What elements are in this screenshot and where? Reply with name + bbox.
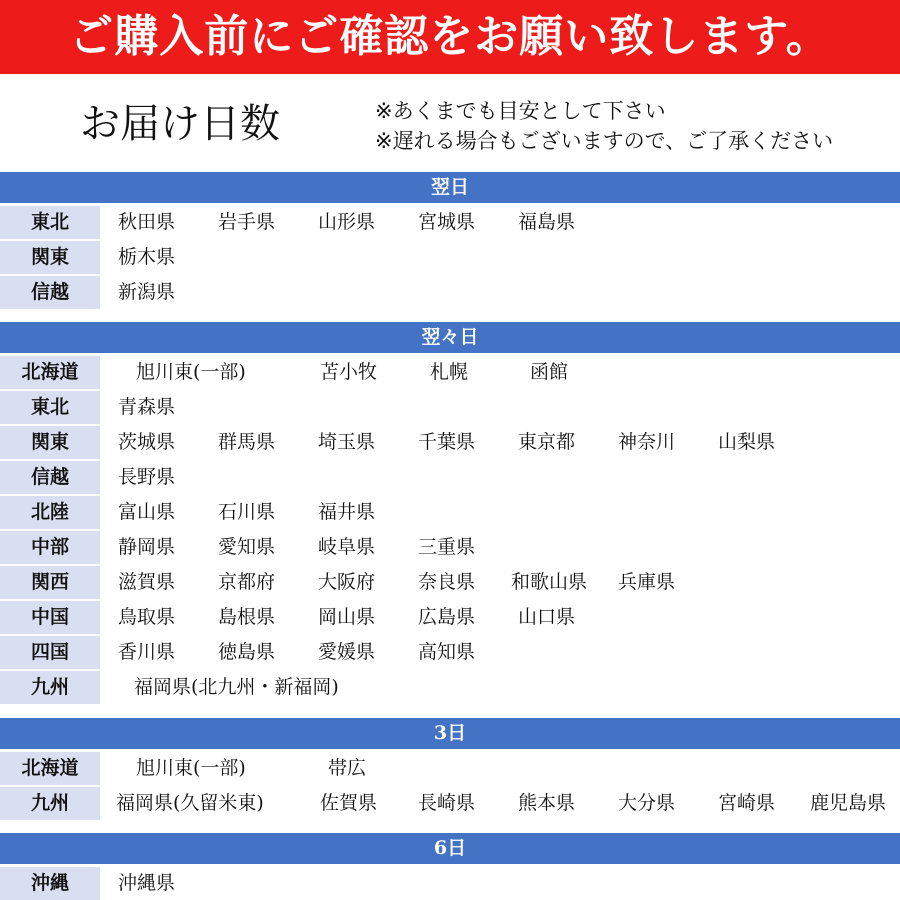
table-row	[0, 787, 900, 820]
region-label: 北海道	[0, 356, 100, 389]
prefecture-cell: 群馬県	[218, 431, 276, 453]
prefecture-cell: 大分県	[618, 792, 676, 814]
prefecture-cell: 兵庫県	[618, 571, 676, 593]
prefecture-cell: 奈良県	[418, 571, 476, 593]
prefecture-cell: 茨城県	[118, 431, 176, 453]
prefecture-cell: 宮崎県	[718, 792, 776, 814]
prefecture-cell: 長崎県	[418, 792, 476, 814]
delivery-band-header: 翌日	[0, 172, 900, 203]
region-label: 中国	[0, 601, 100, 634]
prefecture-cell: 佐賀県	[320, 792, 378, 814]
region-label: 信越	[0, 461, 100, 494]
prefecture-cell: 宮城県	[418, 211, 476, 233]
table-row	[0, 867, 900, 900]
prefecture-cell: 旭川東(一部)	[136, 757, 246, 779]
prefecture-cell: 鹿児島県	[810, 792, 887, 814]
prefecture-cell: 長野県	[118, 466, 176, 488]
table-row	[0, 636, 900, 669]
region-label: 関東	[0, 426, 100, 459]
table-row	[0, 752, 900, 785]
notice-banner: ご購入前にご確認をお願い致します。	[0, 0, 900, 74]
prefecture-cell: 大阪府	[318, 571, 376, 593]
prefecture-cell: 岡山県	[318, 606, 376, 628]
prefecture-cell: 徳島県	[218, 641, 276, 663]
region-label: 北陸	[0, 496, 100, 529]
table-row	[0, 461, 900, 494]
prefecture-cell: 福井県	[318, 501, 376, 523]
prefecture-cell: 香川県	[118, 641, 176, 663]
region-label: 信越	[0, 276, 100, 309]
prefecture-cell: 熊本県	[518, 792, 576, 814]
region-label: 関東	[0, 241, 100, 274]
prefecture-cell: 山口県	[518, 606, 576, 628]
prefecture-cell: 新潟県	[118, 281, 176, 303]
table-row	[0, 241, 900, 274]
prefecture-cell: 愛知県	[218, 536, 276, 558]
table-row	[0, 601, 900, 634]
region-label: 四国	[0, 636, 100, 669]
table-row	[0, 276, 900, 309]
delivery-band-header: 6日	[0, 833, 900, 864]
prefecture-cell: 愛媛県	[318, 641, 376, 663]
prefecture-cell: 山形県	[318, 211, 376, 233]
table-row	[0, 426, 900, 459]
prefecture-cell: 千葉県	[418, 431, 476, 453]
prefecture-cell: 旭川東(一部)	[136, 361, 246, 383]
prefecture-cell: 沖縄県	[118, 872, 176, 894]
prefecture-cell: 島根県	[218, 606, 276, 628]
prefecture-cell: 広島県	[418, 606, 476, 628]
table-row	[0, 356, 900, 389]
region-label: 九州	[0, 787, 100, 820]
prefecture-cell: 三重県	[418, 536, 476, 558]
prefecture-cell: 埼玉県	[318, 431, 376, 453]
prefecture-cell: 帯広	[328, 757, 367, 779]
region-label: 関西	[0, 566, 100, 599]
note-estimate: ※あくまでも目安として下さい	[375, 99, 666, 123]
table-row	[0, 496, 900, 529]
delivery-band-header: 翌々日	[0, 322, 900, 353]
prefecture-cell: 滋賀県	[118, 571, 176, 593]
prefecture-cell: 福岡県(北九州・新福岡)	[134, 676, 339, 698]
prefecture-cell: 静岡県	[118, 536, 176, 558]
prefecture-cell: 青森県	[118, 396, 176, 418]
table-row	[0, 531, 900, 564]
prefecture-cell: 福岡県(久留米東)	[116, 792, 264, 814]
delivery-band-header: 3日	[0, 718, 900, 749]
prefecture-cell: 東京都	[518, 431, 576, 453]
prefecture-cell: 山梨県	[718, 431, 776, 453]
prefecture-cell: 神奈川	[618, 431, 676, 453]
prefecture-cell: 札幌	[430, 361, 469, 383]
prefecture-cell: 栃木県	[118, 246, 176, 268]
table-row	[0, 566, 900, 599]
note-delay: ※遅れる場合もございますので、ご了承ください	[375, 129, 834, 153]
prefecture-cell: 富山県	[118, 501, 176, 523]
delivery-days-heading: お届け日数	[80, 101, 280, 147]
region-label: 東北	[0, 206, 100, 239]
region-label: 北海道	[0, 752, 100, 785]
region-label: 中部	[0, 531, 100, 564]
prefecture-cell: 福島県	[518, 211, 576, 233]
table-row	[0, 206, 900, 239]
prefecture-cell: 京都府	[218, 571, 276, 593]
region-label: 沖縄	[0, 867, 100, 900]
prefecture-cell: 苫小牧	[320, 361, 378, 383]
region-label: 東北	[0, 391, 100, 424]
table-row	[0, 391, 900, 424]
table-row	[0, 671, 900, 704]
prefecture-cell: 和歌山県	[511, 571, 588, 593]
prefecture-cell: 秋田県	[118, 211, 176, 233]
region-label: 九州	[0, 671, 100, 704]
prefecture-cell: 高知県	[418, 641, 476, 663]
prefecture-cell: 岐阜県	[318, 536, 376, 558]
prefecture-cell: 鳥取県	[118, 606, 176, 628]
prefecture-cell: 岩手県	[218, 211, 276, 233]
prefecture-cell: 函館	[530, 361, 569, 383]
prefecture-cell: 石川県	[218, 501, 276, 523]
